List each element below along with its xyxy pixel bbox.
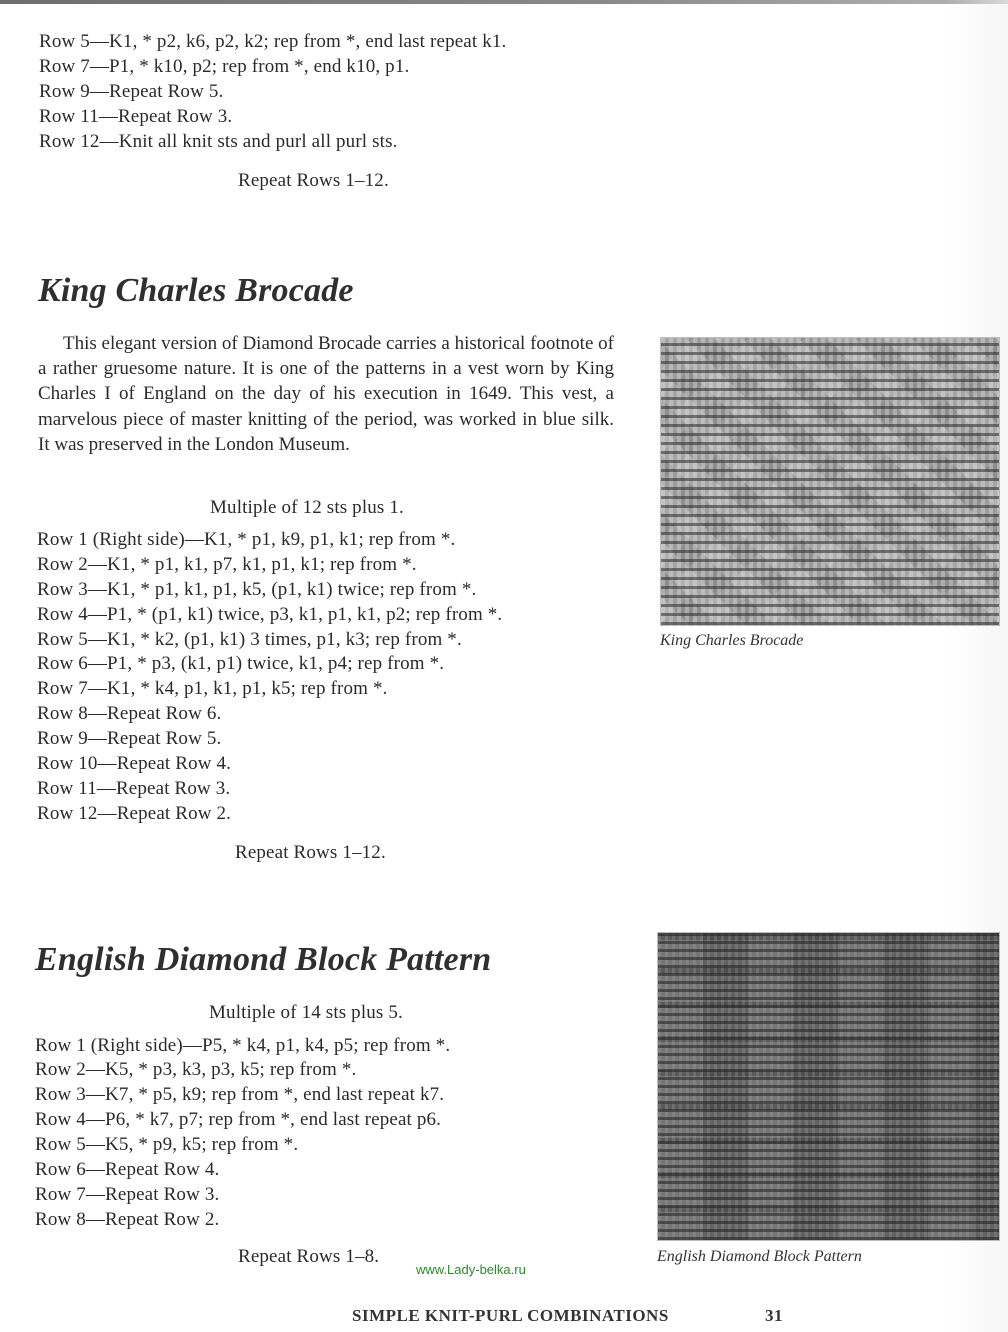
row-instruction: Row 11—Repeat Row 3. [39, 106, 233, 127]
knit-swatch-photo [660, 337, 1000, 626]
row-instruction: Row 7—P1, * k10, p2; rep from *, end k10, p1. [39, 56, 410, 77]
repeat-note: Repeat Rows 1–12. [238, 170, 389, 191]
row-instruction: Row 2—K1, * p1, k1, p7, k1, p1, k1; rep from *. [37, 554, 417, 575]
photo-caption: King Charles Brocade [660, 632, 804, 649]
row-instruction: Row 3—K1, * p1, k1, p1, k5, (p1, k1) twice; rep from *. [37, 579, 477, 600]
row-instruction: Row 9—Repeat Row 5. [39, 81, 224, 102]
scan-edge [0, 0, 1008, 4]
page-number: 31 [765, 1306, 783, 1325]
intro-paragraph: This elegant version of Diamond Brocade carries a historical footnote of a rather gruesome nature. It is one of the patterns in a vest worn by King Charles I of England on the day of his execution in 1649. This vest, a marvelous piece of master knitting of the period, was worked in blue silk. It was preserved in the London Museum. [38, 333, 614, 455]
row-instruction: Row 5—K5, * p9, k5; rep from *. [35, 1134, 299, 1155]
row-instruction: Row 12—Repeat Row 2. [37, 803, 232, 824]
repeat-note: Repeat Rows 1–8. [238, 1246, 380, 1267]
section-title: English Diamond Block Pattern [35, 941, 492, 978]
stitch-multiple: Multiple of 14 sts plus 5. [209, 1002, 403, 1023]
photo-caption: English Diamond Block Pattern [657, 1248, 862, 1265]
row-instruction: Row 10—Repeat Row 4. [37, 753, 232, 774]
row-instruction: Row 6—Repeat Row 4. [35, 1159, 220, 1180]
row-instruction: Row 4—P1, * (p1, k1) twice, p3, k1, p1, k1, p2; rep from *. [37, 604, 503, 625]
section-title: King Charles Brocade [38, 272, 354, 309]
knit-swatch-photo [657, 932, 1000, 1241]
row-instruction: Row 1 (Right side)—K1, * p1, k9, p1, k1; rep from *. [37, 529, 456, 550]
watermark-link: www.Lady-belka.ru [416, 1262, 526, 1277]
row-instruction: Row 9—Repeat Row 5. [37, 728, 222, 749]
stitch-multiple: Multiple of 12 sts plus 1. [210, 497, 404, 518]
row-instruction: Row 12—Knit all knit sts and purl all purl sts. [39, 131, 398, 152]
row-instruction: Row 5—K1, * k2, (p1, k1) 3 times, p1, k3; rep from *. [37, 629, 462, 650]
repeat-note: Repeat Rows 1–12. [235, 842, 386, 863]
row-instruction: Row 5—K1, * p2, k6, p2, k2; rep from *, end last repeat k1. [39, 31, 507, 52]
row-instruction: Row 8—Repeat Row 2. [35, 1209, 220, 1230]
row-instruction: Row 7—Repeat Row 3. [35, 1184, 220, 1205]
running-footer-chapter: SIMPLE KNIT-PURL COMBINATIONS [352, 1306, 669, 1325]
row-instruction: Row 2—K5, * p3, k3, p3, k5; rep from *. [35, 1059, 357, 1080]
row-instruction: Row 1 (Right side)—P5, * k4, p1, k4, p5; rep from *. [35, 1035, 451, 1056]
row-instruction: Row 6—P1, * p3, (k1, p1) twice, k1, p4; rep from *. [37, 653, 445, 674]
row-instruction: Row 4—P6, * k7, p7; rep from *, end last repeat p6. [35, 1109, 442, 1130]
row-instruction: Row 11—Repeat Row 3. [37, 778, 231, 799]
row-instruction: Row 7—K1, * k4, p1, k1, p1, k5; rep from *. [37, 678, 388, 699]
row-instruction: Row 3—K7, * p5, k9; rep from *, end last repeat k7. [35, 1084, 445, 1105]
row-instruction: Row 8—Repeat Row 6. [37, 703, 222, 724]
